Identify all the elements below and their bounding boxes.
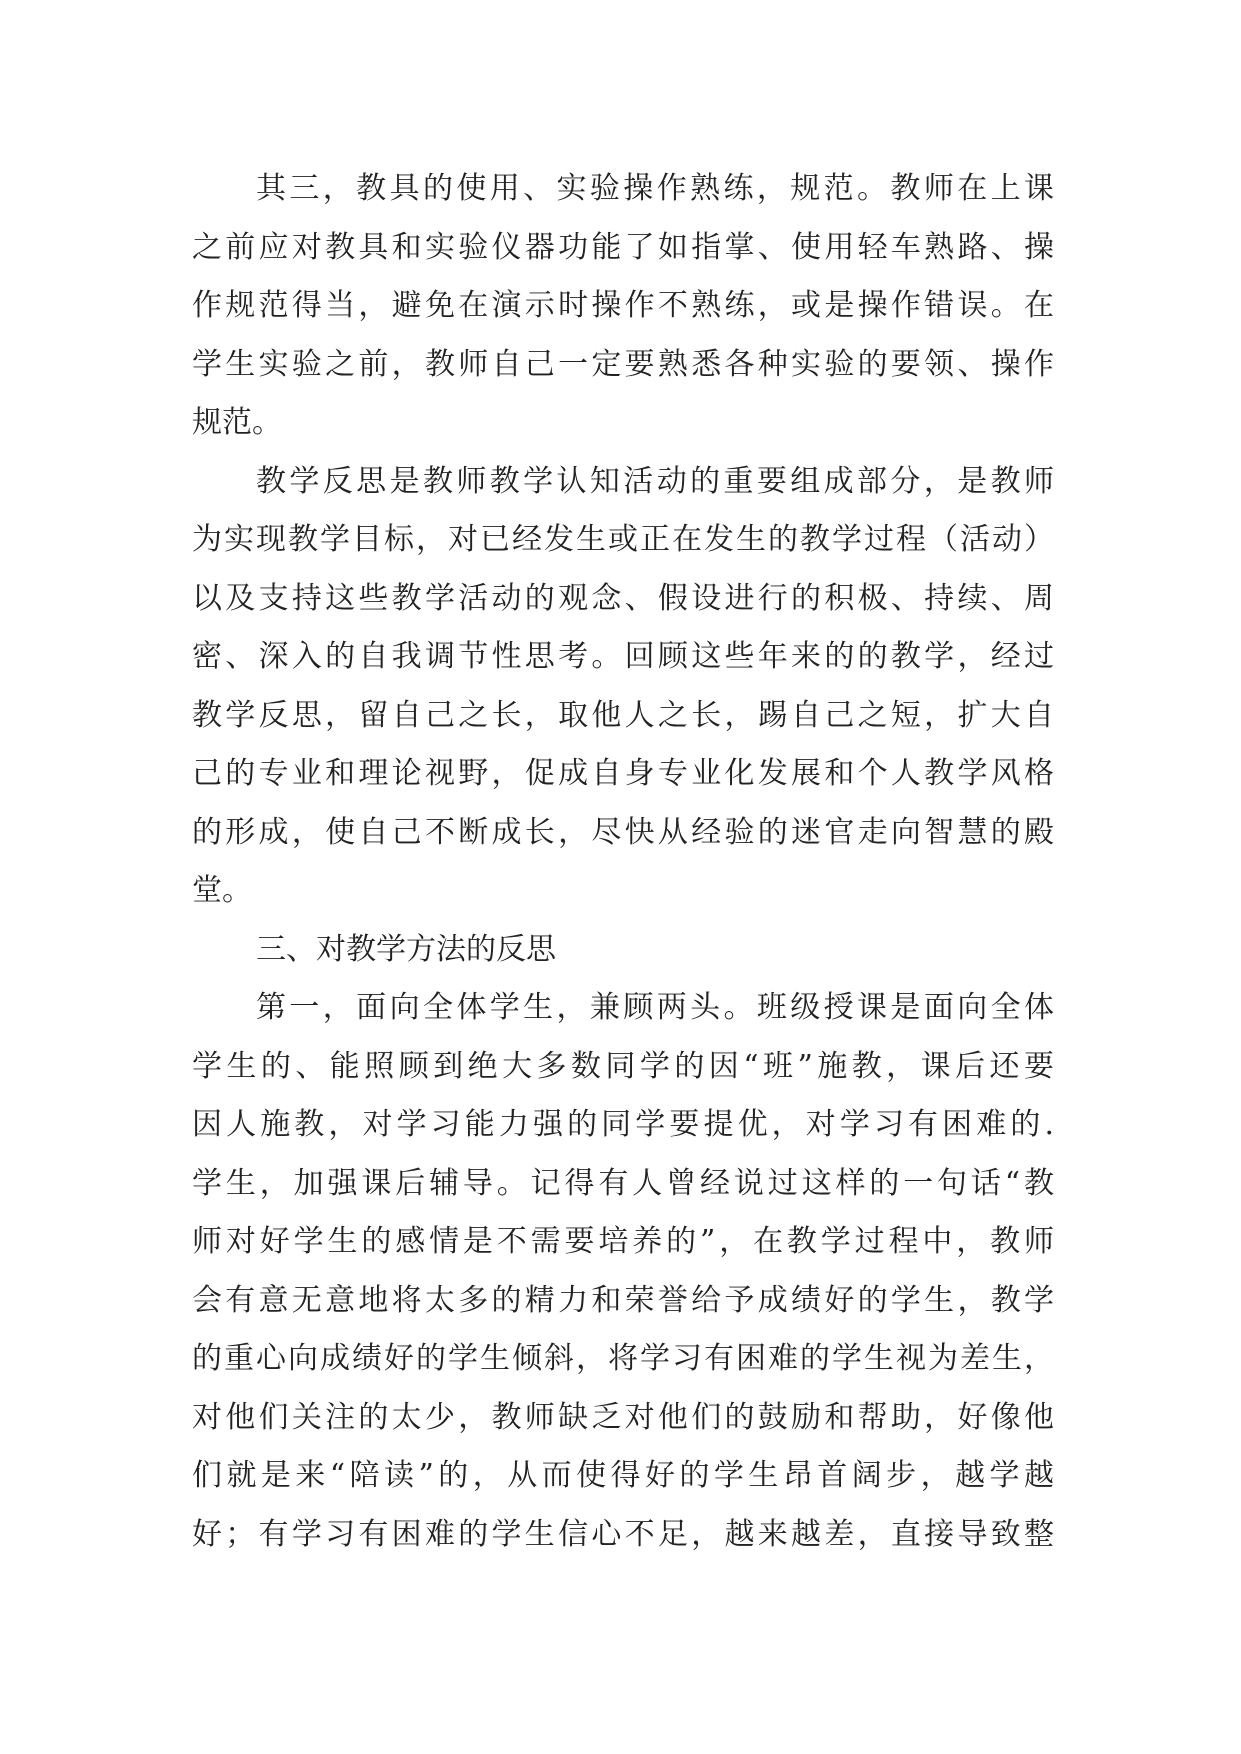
text-line: 为实现教学目标，对已经发生或正在发生的教学过程（活动） xyxy=(192,522,1054,557)
text-line: 教学反思，留自己之长，取他人之长，踢自己之短，扩大自 xyxy=(192,697,1054,733)
text-line: 学生的、能照顾到绝大多数同学的因“班”施教，课后还要 xyxy=(192,1048,1054,1084)
text-line: 己的专业和理论视野，促成自身专业化发展和个人教学风格 xyxy=(192,756,1054,791)
text-line: 规范。 xyxy=(192,405,282,440)
text-line: 之前应对教具和实验仪器功能了如指掌、使用轻车熟路、操 xyxy=(192,229,1054,265)
text-line: 学生实验之前，教师自己一定要熟悉各种实验的要领、操作 xyxy=(192,346,1054,382)
text-line: 以及支持这些教学活动的观念、假设进行的积极、持续、周 xyxy=(192,580,1054,616)
text-line: 的重心向成绩好的学生倾斜，将学习有困难的学生视为差生， xyxy=(192,1341,1054,1376)
text-line: 第一，面向全体学生，兼顾两头。班级授课是面向全体 xyxy=(256,990,1054,1025)
text-line: 因人施教，对学习能力强的同学要提优，对学习有困难的. xyxy=(192,1107,1054,1142)
text-line: 们就是来“陪读”的，从而使得好的学生昂首阔步，越学越 xyxy=(192,1458,1054,1493)
body-text xyxy=(192,160,1054,1564)
text-line: 的形成，使自己不断成长，尽快从经验的迷官走向智慧的殿 xyxy=(192,814,1054,850)
text-line: 教学反思是教师教学认知活动的重要组成部分，是教师 xyxy=(256,463,1054,499)
text-line: 堂。 xyxy=(192,873,252,908)
text-line: 其三，教具的使用、实验操作熟练，规范。教师在上课 xyxy=(256,171,1054,206)
section-heading: 三、对教学方法的反思 xyxy=(256,931,556,967)
text-line: 密、深入的自我调节性思考。回顾这些年来的的教学，经过 xyxy=(192,639,1054,674)
text-line: 师对好学生的感情是不需要培养的”，在教学过程中，教师 xyxy=(192,1224,1054,1259)
text-line: 会有意无意地将太多的精力和荣誉给予成绩好的学生，教学 xyxy=(192,1282,1054,1318)
text-line: 作规范得当，避免在演示时操作不熟练，或是操作错误。在 xyxy=(192,288,1054,323)
text-line: 好；有学习有困难的学生信心不足，越来越差，直接导致整 xyxy=(192,1516,1054,1552)
text-line: 学生，加强课后辅导。记得有人曾经说过这样的一句话“教 xyxy=(192,1165,1054,1201)
text-line: 对他们关注的太少，教师缺乏对他们的鼓励和帮助，好像他 xyxy=(192,1399,1054,1435)
